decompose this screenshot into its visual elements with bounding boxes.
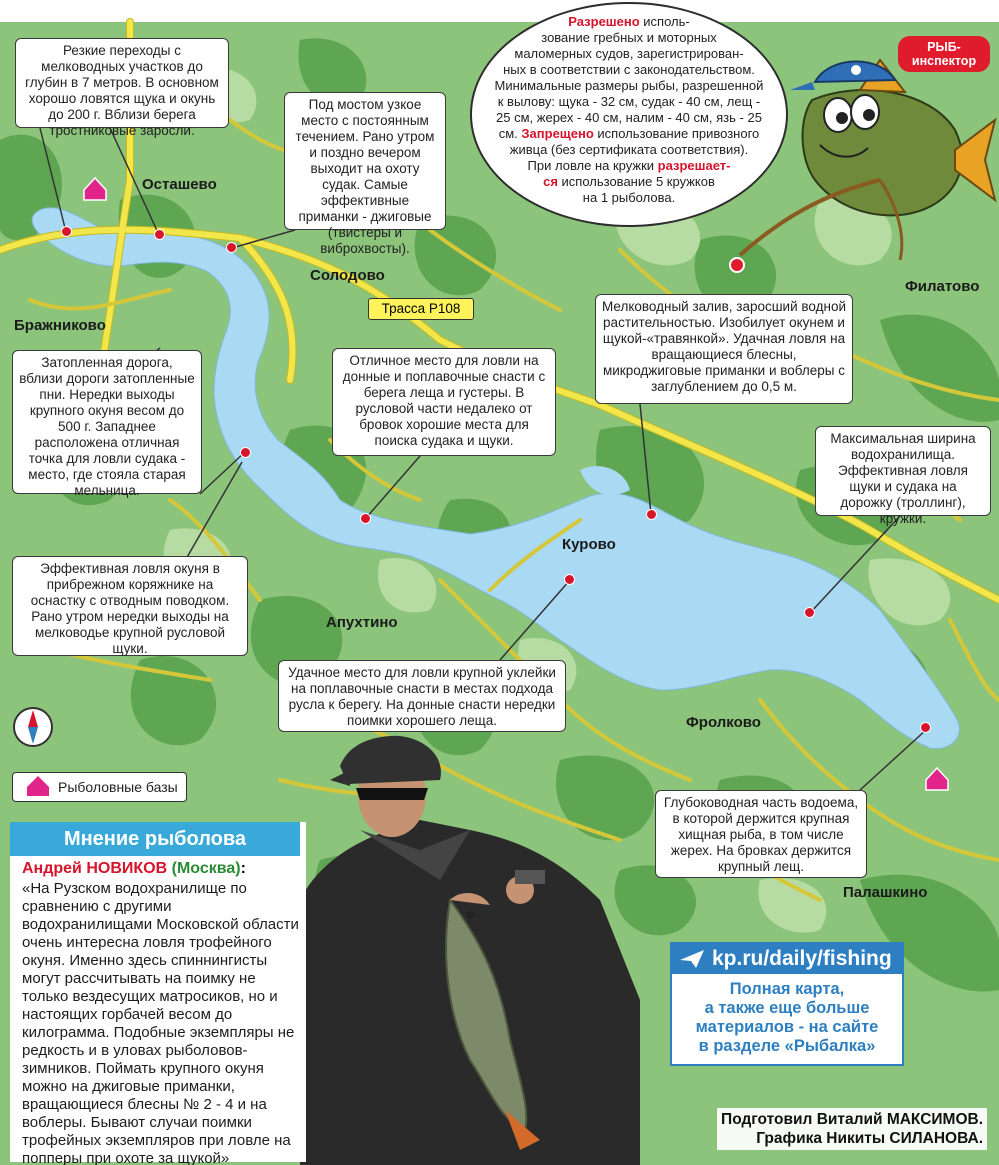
town-label-apukhtino: Апухтино [326, 614, 398, 631]
opinion-quote: «На Рузском водохранилище по сравнению с другими водохранилищами Московской области очень интересна ловля трофейного окуня. Именно здесь спиннингисты могут рассчитывать на поимку не только вездесущих матросиков, но и настоящих горбачей весом до килограмма. Подобные экземпляры не редкость и в уловах рыболовов-зимников. Поймать крупного окуня можно на джиговые приманки, вращающиеся блесны № 2 - 4 и на воблеры. Бывают случаи поимки трофейных экземпляров при ловле на попперы при охоте за щукой» [22, 880, 299, 1165]
rules-line-9: использование привозного [593, 126, 760, 141]
fishing-spot-marker[interactable] [564, 574, 575, 585]
rules-red-9: Запрещено [521, 126, 594, 141]
rules-line-1: исполь- [639, 14, 690, 29]
rules-line-8: см. [498, 126, 522, 141]
callout-bottom-tackle: Отличное место для ловли на донные и поплавочные снасти с берега леща и густеры. В русловой части недалеко от бровок хорошие места для поиска судака и щуки. [332, 348, 556, 456]
web-promo-text [672, 980, 902, 1056]
fishing-spot-marker[interactable] [226, 242, 237, 253]
inspector-badge [898, 36, 990, 72]
inspector-badge-line1: РЫБ- [927, 40, 961, 54]
author-name: Андрей НОВИКОВ [22, 860, 168, 877]
town-label-kurovo: Курово [562, 536, 616, 553]
rules-red-13: ся [543, 174, 558, 189]
inspector-badge-line2: инспектор [911, 54, 977, 68]
rules-red-12: разрешает- [657, 158, 731, 173]
callout-bleak: Удачное место для ловли крупной уклейки на поплавочные снасти в местах подхода русла к берегу. На донные снасти нередки поимки хорошего леща. [278, 660, 566, 732]
fishing-spot-marker[interactable] [240, 447, 251, 458]
town-label-palashkino: Палашкино [843, 884, 928, 901]
town-label-ostashevo: Осташево [142, 176, 217, 193]
fishing-spot-marker[interactable] [61, 226, 72, 237]
web-text-line3: материалов - на сайте [695, 1018, 879, 1036]
rules-line-14: на 1 рыболова. [582, 190, 676, 205]
rules-line-5: Минимальные размеры рыбы, разрешенной [494, 78, 764, 93]
fishing-spot-marker[interactable] [154, 229, 165, 240]
town-label-solodovo: Солодово [310, 267, 385, 284]
rules-line-3: маломерных судов, зарегистрирован- [514, 46, 744, 61]
rules-line-13: использование 5 кружков [557, 174, 715, 189]
callout-max-width: Максимальная ширина водохранилища. Эффективная ловля щуки и судака на дорожку (троллинг), кружки. [815, 426, 991, 516]
town-label-brazhnikovo: Бражниково [14, 317, 106, 334]
paper-plane-icon [678, 948, 706, 970]
rules-line-4: ных в соответствии с законодательством. [503, 62, 755, 77]
fishing-spot-marker[interactable] [920, 722, 931, 733]
callout-shallow-transitions: Резкие переходы с мелководных участков до глубин в 7 метров. В основном хорошо ловятся щука и окунь до 200 г. Вблизи берега тростниковые заросли. [15, 38, 229, 128]
callout-bridge: Под мостом узкое место с постоянным течением. Рано утром и поздно вечером выходит на охоту судак. Самые эффективные приманки - джиговые (твистеры и виброхвосты). [284, 92, 446, 230]
rules-line-6: к вылову: щука - 32 см, судак - 40 см, лещ - [497, 94, 761, 109]
web-text-line1: Полная карта, [729, 980, 845, 998]
fishing-spot-marker[interactable] [360, 513, 371, 524]
callout-flooded-road: Затопленная дорога, вблизи дороги затопленные пни. Нередки выходы крупного окуня весом до 500 г. Западнее расположена отличная точка для ловли судака - место, где стояла старая мельница. [12, 350, 202, 494]
web-url-link[interactable]: kp.ru/daily/fishing [712, 947, 892, 970]
credits-line1: Подготовил Виталий МАКСИМОВ. [721, 1111, 983, 1128]
rules-line-11: При ловле на кружки [527, 158, 658, 173]
opinion-title: Мнение рыболова [10, 822, 300, 856]
author-city: (Москва) [171, 860, 241, 877]
legend-label: Рыболовные базы [58, 779, 178, 795]
opinion-author [22, 860, 246, 878]
fishing-spot-marker[interactable] [804, 607, 815, 618]
web-text-line4: в разделе «Рыбалка» [698, 1037, 876, 1055]
legend-house-icon [24, 774, 52, 798]
rules-red-1: Разрешено [568, 14, 640, 29]
callout-snag-perch: Эффективная ловля окуня в прибрежном коряжнике на оснастку с отводным поводком. Рано утром нередки выходы на мелководье крупной русловой щуки. [12, 556, 248, 656]
town-label-frolkovo: Фролково [686, 714, 761, 731]
fishing-spot-marker[interactable] [646, 509, 657, 520]
route-label: Трасса Р108 [368, 298, 474, 320]
rules-text [490, 14, 768, 206]
credits [717, 1108, 987, 1150]
town-label-filatovo: Филатово [905, 278, 980, 295]
rules-line-10: живца (без сертификата соответствия). [509, 142, 749, 157]
rules-line-7: 25 см, жерех - 40 см, налим - 40 см, язь - 25 [496, 110, 762, 125]
callout-shallow-bay: Мелководный залив, заросший водной растительностью. Изобилует окунем и щукой-«травянкой». Удачная ловля на вращающиеся блесны, микроджиговые приманки и воблеры с заглублением до 0,5 м. [595, 294, 853, 404]
web-text-line2: а также еще больше [704, 999, 870, 1017]
author-colon: : [240, 860, 246, 877]
rules-line-2: зование гребных и моторных [541, 30, 717, 45]
credits-line2: Графика Никиты СИЛАНОВА. [756, 1130, 983, 1147]
compass-icon [14, 708, 52, 746]
callout-deep-water: Глубоководная часть водоема, в которой держится крупная хищная рыба, в том числе жерех. На бровках держится крупный лещ. [655, 790, 867, 878]
